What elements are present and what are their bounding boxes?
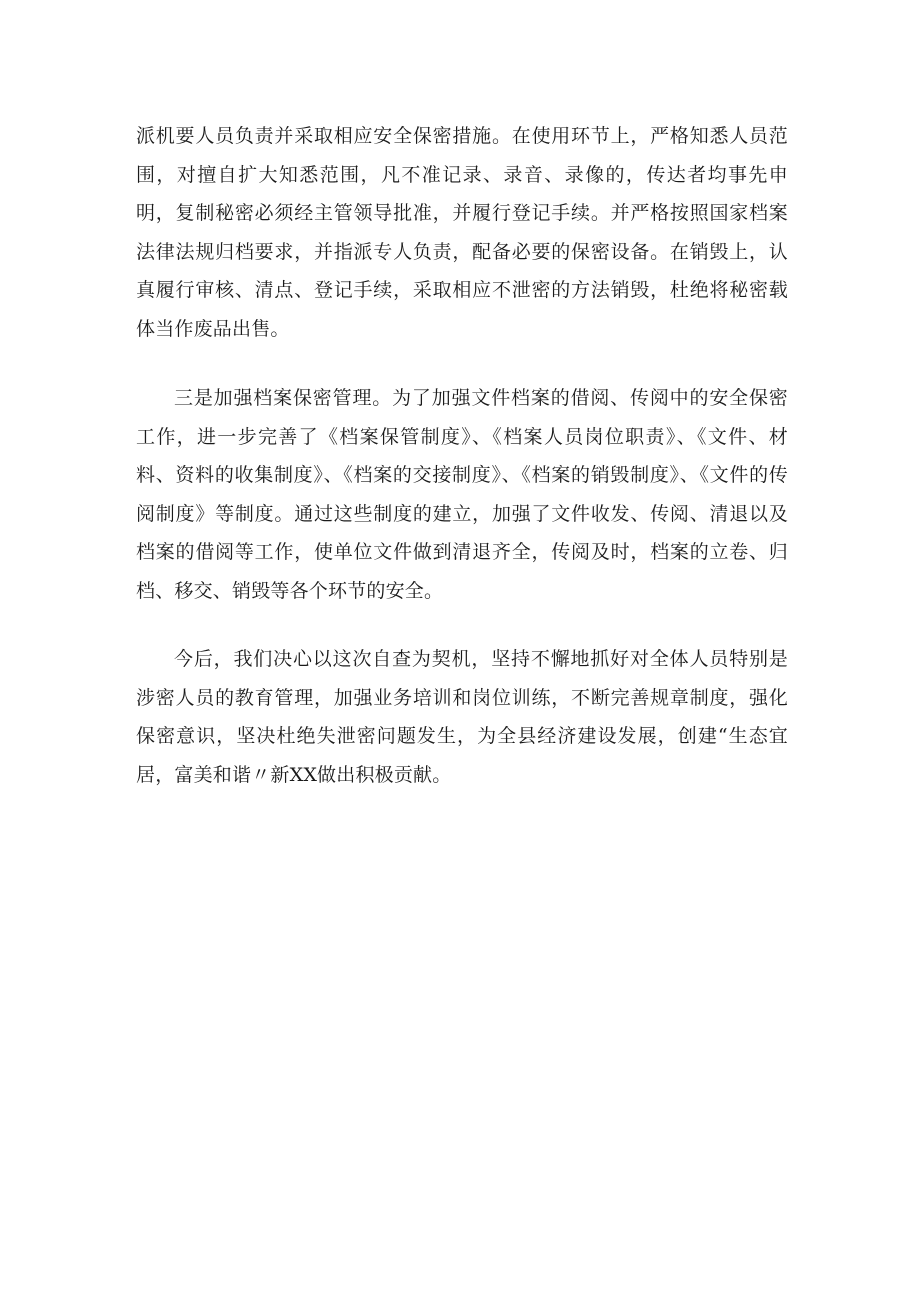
paragraph-archive-management [136,379,788,610]
paragraph-continuation [136,117,788,348]
paragraph-text: 三是加强档案保密管理。为了加强文件档案的借阅、传阅中的安全保密工作，进一步完善了《档案保管制度》、《档案人员岗位职责》、《文件、材料、资料的收集制度》、《档案的交接制度》、《档案的销毁制度》、《文件的传阅制度》等制度。通过这些制度的建立，加强了文件收发、传阅、清退以及档案的借阅等工作，使单位文件做到清退齐全，传阅及时，档案的立卷、归档、移交、销毁等各个环节的安全。 [136,387,788,602]
paragraph-text: 今后，我们决心以这次自查为契机，坚持不懈地抓好对全体人员特别是涉密人员的教育管理，加强业务培训和岗位训练，不断完善规章制度，强化保密意识，坚决杜绝失泄密问题发生，为全县经济建设发展，创建“生态宜居，富美和谐〃新XX做出积极贡献。 [136,648,788,786]
paragraph-text: 派机要人员负责并采取相应安全保密措施。在使用环节上，严格知悉人员范围，对擅自扩大知悉范围，凡不准记录、录音、录像的，传达者均事先申明，复制秘密必须经主管领导批准，并履行登记手续。并严格按照国家档案法律法规归档要求，并指派专人负责，配备必要的保密设备。在销毁上，认真履行审核、清点、登记手续，采取相应不泄密的方法销毁，杜绝将秘密载体当作废品出售。 [136,125,788,340]
paragraph-conclusion [136,640,788,794]
